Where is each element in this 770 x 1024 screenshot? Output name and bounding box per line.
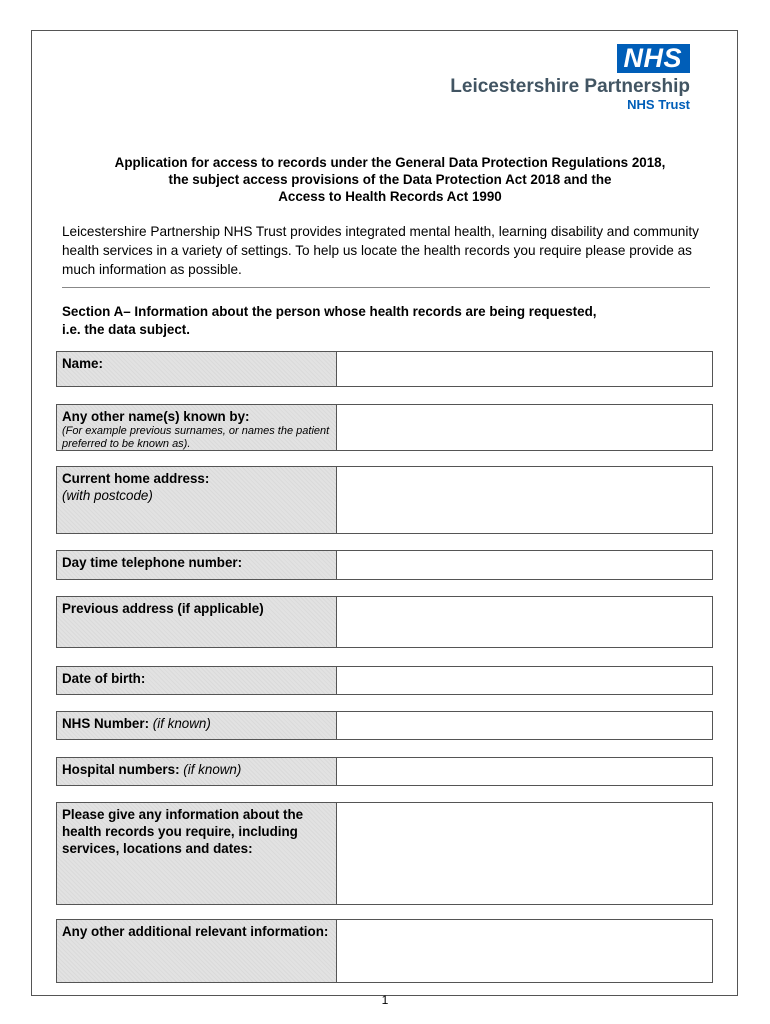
other-names-label-cell (56, 404, 337, 451)
additional-info-label: Any other additional relevant information: (62, 924, 329, 939)
other-names-hint: (For example previous surnames, or names the patient preferred to be known as). (62, 425, 330, 450)
nhs-number-label-cell (56, 711, 337, 740)
page-number: 1 (381, 993, 389, 1007)
org-sub: NHS Trust (627, 97, 690, 112)
home-address-row (56, 466, 713, 534)
name-field[interactable] (337, 351, 713, 387)
previous-address-field[interactable] (337, 596, 713, 648)
home-address-hint: (with postcode) (62, 488, 153, 503)
hospital-numbers-label: Hospital numbers: (62, 762, 180, 777)
name-row (56, 351, 713, 387)
other-names-label: Any other name(s) known by: (62, 409, 250, 424)
org-name: Leicestershire Partnership (450, 76, 690, 97)
nhs-number-row (56, 711, 713, 740)
previous-address-row (56, 596, 713, 648)
nhs-badge: NHS (617, 44, 690, 73)
nhs-number-hint: (if known) (152, 716, 211, 731)
other-names-row (56, 404, 713, 451)
hospital-numbers-row (56, 757, 713, 786)
day-phone-label-cell (56, 550, 337, 580)
dob-field[interactable] (337, 666, 713, 695)
divider (62, 287, 710, 288)
name-label: Name: (62, 356, 103, 371)
title-line-1: Application for access to records under the General Data Protection Regulations 2018, (114, 155, 666, 170)
form-title (50, 154, 730, 205)
day-phone-label: Day time telephone number: (62, 555, 243, 570)
dob-row (56, 666, 713, 695)
nhs-logo (450, 44, 690, 112)
title-line-3: Access to Health Records Act 1990 (278, 189, 502, 204)
home-address-field[interactable] (337, 466, 713, 534)
hospital-numbers-label-cell (56, 757, 337, 786)
day-phone-field[interactable] (337, 550, 713, 580)
records-info-label-cell (56, 802, 337, 905)
home-address-label: Current home address: (62, 471, 210, 486)
other-names-field[interactable] (337, 404, 713, 451)
section-a-line-2: i.e. the data subject. (62, 322, 190, 337)
nhs-number-field[interactable] (337, 711, 713, 740)
dob-label: Date of birth: (62, 671, 146, 686)
additional-info-label-cell (56, 919, 337, 983)
title-line-2: the subject access provisions of the Data Protection Act 2018 and the (168, 172, 612, 187)
section-a-line-1: Section A– Information about the person whose health records are being requested, (62, 304, 597, 319)
previous-address-label: Previous address (if applicable) (62, 601, 264, 616)
day-phone-row (56, 550, 713, 580)
records-info-row (56, 802, 713, 905)
records-info-label: Please give any information about the health records you require, including services, locations and dates: (62, 807, 304, 856)
intro-paragraph: Leicestershire Partnership NHS Trust provides integrated mental health, learning disability and community health services in a variety of settings. To help us locate the health records you require please provide as much information as possible. (62, 224, 699, 277)
additional-info-row (56, 919, 713, 983)
previous-address-label-cell (56, 596, 337, 648)
records-info-field[interactable] (337, 802, 713, 905)
nhs-number-label: NHS Number: (62, 716, 150, 731)
home-address-label-cell (56, 466, 337, 534)
hospital-numbers-hint: (if known) (183, 762, 242, 777)
name-label-cell (56, 351, 337, 387)
hospital-numbers-field[interactable] (337, 757, 713, 786)
additional-info-field[interactable] (337, 919, 713, 983)
dob-label-cell (56, 666, 337, 695)
section-a-heading (62, 303, 722, 339)
